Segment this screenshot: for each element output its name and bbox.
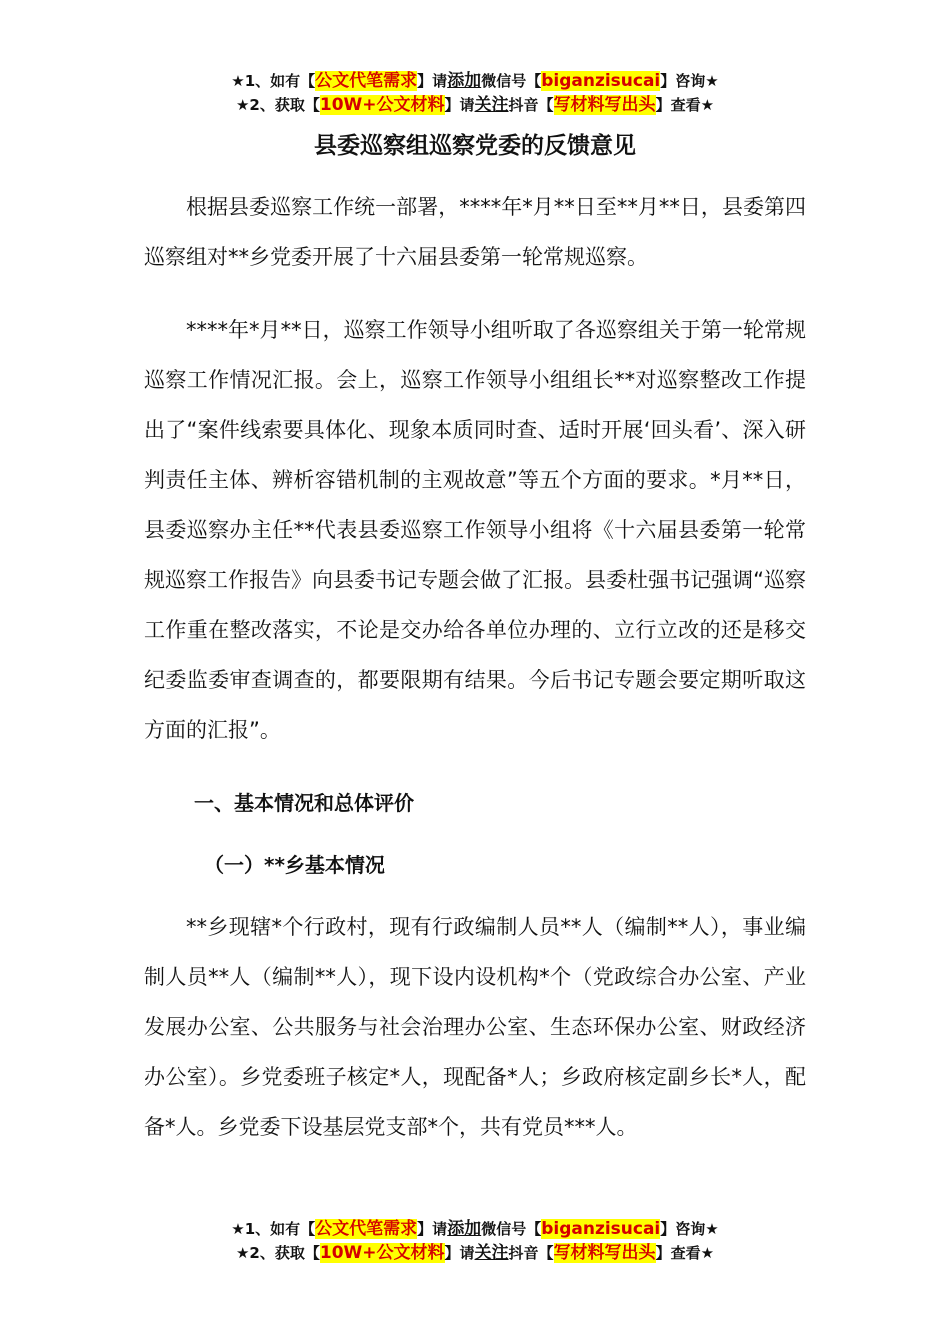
- banner-text: 】请: [444, 96, 475, 114]
- banner-text: 抖音【: [508, 96, 554, 114]
- banner-text: ★2、获取【: [235, 1244, 320, 1262]
- wechat-id-highlight: biganzisucai: [541, 1219, 661, 1239]
- banner-highlight: 公文代笔需求: [315, 1219, 418, 1239]
- banner-text: 微信号【: [481, 1220, 542, 1238]
- banner-text: ★1、如有【: [231, 72, 316, 90]
- section-heading: 一、基本情况和总体评价: [194, 791, 414, 815]
- douyin-id-highlight: 写材料写出头: [553, 95, 656, 115]
- banner-highlight: 公文代笔需求: [315, 71, 418, 91]
- douyin-id-highlight: 写材料写出头: [553, 1243, 656, 1263]
- paragraph-1: 根据县委巡察工作统一部署，****年*月**日至**月**日，县委第四巡察组对**乡党委开展了十六届县委第一轮常规巡察。: [144, 195, 806, 269]
- banner-line-1: [0, 69, 950, 93]
- banner-underline: 添加: [447, 71, 482, 91]
- banner-text: 】请: [417, 1220, 448, 1238]
- banner-highlight: 10W+公文材料: [319, 95, 445, 115]
- document-title: 县委巡察组巡察党委的反馈意见: [314, 133, 636, 159]
- banner-underline: 关注: [474, 1243, 509, 1263]
- banner-text: 抖音【: [508, 1244, 554, 1262]
- header-banner: [0, 69, 950, 117]
- banner-line-2: [0, 93, 950, 117]
- banner-line-1: [0, 1217, 950, 1241]
- banner-underline: 关注: [474, 95, 509, 115]
- banner-underline: 添加: [447, 1219, 482, 1239]
- subsection-heading: （一）**乡基本情况: [204, 853, 385, 877]
- banner-text: 】请: [444, 1244, 475, 1262]
- banner-highlight: 10W+公文材料: [319, 1243, 445, 1263]
- wechat-id-highlight: biganzisucai: [541, 71, 661, 91]
- banner-text: 】咨询★: [660, 1220, 719, 1238]
- banner-text: 】咨询★: [660, 72, 719, 90]
- banner-line-2: [0, 1241, 950, 1265]
- banner-text: 】查看★: [655, 1244, 715, 1262]
- banner-text: 微信号【: [481, 72, 542, 90]
- paragraph-3: **乡现辖*个行政村，现有行政编制人员**人（编制**人），事业编制人员**人（编制**人），现下设内设机构*个（党政综合办公室、产业发展办公室、公共服务与社会治理办公室、生态环保办公室、财政经济办公室）。乡党委班子核定*人，现配备*人；乡政府核定副乡长*人，配备*人。乡党委下设基层党支部*个，共有党员***人。: [144, 915, 806, 1139]
- document-body: [144, 182, 806, 1175]
- banner-text: 】查看★: [655, 96, 715, 114]
- banner-text: ★1、如有【: [231, 1220, 316, 1238]
- banner-text: 】请: [417, 72, 448, 90]
- footer-banner: [0, 1217, 950, 1265]
- banner-text: ★2、获取【: [235, 96, 320, 114]
- paragraph-2: ****年*月**日，巡察工作领导小组听取了各巡察组关于第一轮常规巡察工作情况汇报。会上，巡察工作领导小组组长**对巡察整改工作提出了“案件线索要具体化、现象本质同时查、适时开展‘回头看’、深入研判责任主体、辨析容错机制的主观故意”等五个方面的要求。*月**日，县委巡察办主任**代表县委巡察工作领导小组将《十六届县委第一轮常规巡察工作报告》向县委书记专题会做了汇报。县委杜强书记强调“巡察工作重在整改落实，不论是交办给各单位办理的、立行立改的还是移交纪委监委审查调查的，都要限期有结果。今后书记专题会要定期听取这方面的汇报”。: [144, 318, 806, 742]
